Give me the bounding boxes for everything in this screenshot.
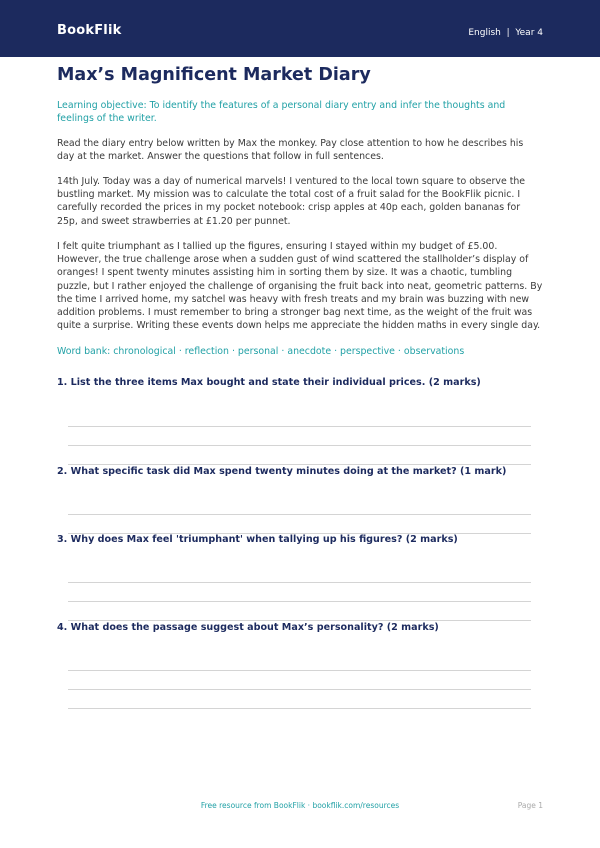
question-3: 3. Why does Max feel 'triumphant' when tallying up his figures? (2 marks) (57, 534, 458, 545)
answer-line[interactable] (68, 620, 531, 621)
header-bar (0, 0, 600, 57)
answer-line[interactable] (68, 445, 531, 446)
brand-logo[interactable]: BookFlik (57, 23, 122, 38)
answer-line[interactable] (68, 601, 531, 602)
answer-line[interactable] (68, 426, 531, 427)
subject-label: English (468, 28, 501, 38)
subject-year-label: English | Year 4 (468, 28, 543, 38)
question-1: 1. List the three items Max bought and state their individual prices. (2 marks) (57, 377, 481, 388)
year-label: Year 4 (515, 28, 543, 38)
answer-line[interactable] (68, 464, 531, 465)
word-bank: Word bank: chronological · reflection · personal · anecdote · perspective · observations (57, 346, 465, 357)
question-4: 4. What does the passage suggest about Max’s personality? (2 marks) (57, 622, 439, 633)
answer-line[interactable] (68, 514, 531, 515)
answer-line[interactable] (68, 670, 531, 671)
answer-line[interactable] (68, 708, 531, 709)
question-2: 2. What specific task did Max spend twenty minutes doing at the market? (1 mark) (57, 466, 507, 477)
learning-objective: Learning objective: To identify the features of a personal diary entry and infer the thoughts and feelings of the writer. (57, 100, 506, 125)
answer-line[interactable] (68, 689, 531, 690)
diary-paragraph-1: 14th July. Today was a day of numerical marvels! I ventured to the local town square to observe the bustling market. My mission was to calculate the total cost of a fruit salad for the BookFlik picnic. I carefully recorded the prices in my pocket notebook: crisp apples at 40p each, golden bananas for 25p, and sweet strawberries at £1.20 per punnet. (57, 176, 526, 227)
footer-link[interactable]: Free resource from BookFlik · bookflik.com/resources (200, 801, 400, 810)
answer-line[interactable] (68, 582, 531, 583)
instructions: Read the diary entry below written by Max the monkey. Pay close attention to how he describes his day at the market. Answer the questions that follow in full sentences. (57, 138, 524, 163)
page-title: Max’s Magnificent Market Diary (57, 65, 371, 85)
diary-paragraph-2: I felt quite triumphant as I tallied up the figures, ensuring I stayed within my budget of £5.00. However, the true challenge arose when a sudden gust of wind scattered the stallholder’s display of oranges! I spent twenty minutes assisting him in sorting them by size. It was a chaotic, tumbling puzzle, but I rather enjoyed the challenge of organising the fruit back into neat, geometric patterns. By the time I arrived home, my satchel was heavy with fresh treats and my brain was buzzing with new addition problems. I must remember to bring a stronger bag next time, as the weight of the fruit was quite a surprise. Writing these events down helps me appreciate the hidden maths in every single day. (57, 241, 543, 332)
page-number: Page 1 (517, 801, 543, 810)
